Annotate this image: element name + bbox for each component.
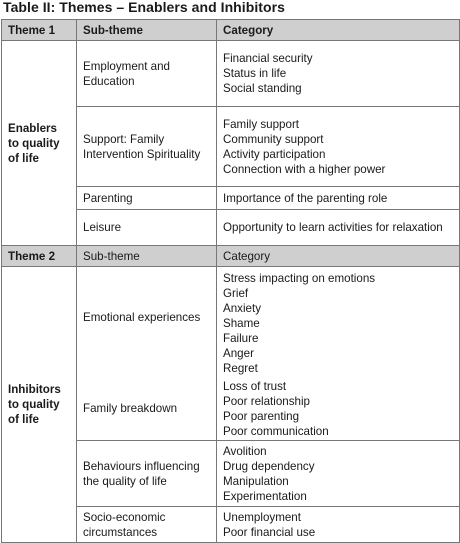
table-title: Table II: Themes – Enablers and Inhibitors <box>3 0 285 15</box>
category-cell: Family support Community support Activity participation Connection with a higher power <box>217 107 460 187</box>
themes-table <box>1 19 460 543</box>
subtheme-label: Emotional experiences <box>83 311 201 325</box>
table-row <box>2 41 460 107</box>
subtheme-cell: Parenting <box>77 187 217 210</box>
theme1-label: Enablers to quality of life <box>2 41 77 246</box>
category-cell: Stress impacting on emotions Grief Anxiety Shame Failure Anger Regret <box>217 267 460 377</box>
category-cell: Opportunity to learn activities for relaxation <box>217 210 460 246</box>
header-subtheme: Sub-theme <box>77 20 217 41</box>
subtheme-cell: Employment and Education <box>77 41 217 107</box>
subtheme-cell <box>77 267 217 377</box>
header-theme: Theme 1 <box>2 20 77 41</box>
category-cell: Importance of the parenting role <box>217 187 460 210</box>
category-cell: Loss of trust Poor relationship Poor parenting Poor communication <box>217 377 460 441</box>
subtheme-cell <box>77 377 217 441</box>
table-row <box>2 267 460 377</box>
subtheme-cell: Behaviours influencing the quality of life <box>77 441 217 507</box>
subtheme-cell: Leisure <box>77 210 217 246</box>
category-cell: Unemployment Poor financial use <box>217 507 460 543</box>
subtheme-cell: Socio-economic circumstances <box>77 507 217 543</box>
category-cell: Avolition Drug dependency Manipulation Experimentation <box>217 441 460 507</box>
header-theme: Theme 2 <box>2 246 77 267</box>
table-header-row-theme1 <box>2 20 460 41</box>
subtheme-cell: Support: Family Intervention Spirituality <box>77 107 217 187</box>
category-cell: Financial security Status in life Social standing <box>217 41 460 107</box>
header-category: Category <box>217 246 460 267</box>
header-subtheme: Sub-theme <box>77 246 217 267</box>
table-header-row-theme2 <box>2 246 460 267</box>
subtheme-label: Family breakdown <box>83 401 178 415</box>
theme2-label: Inhibitors to quality of life <box>2 267 77 543</box>
header-category: Category <box>217 20 460 41</box>
